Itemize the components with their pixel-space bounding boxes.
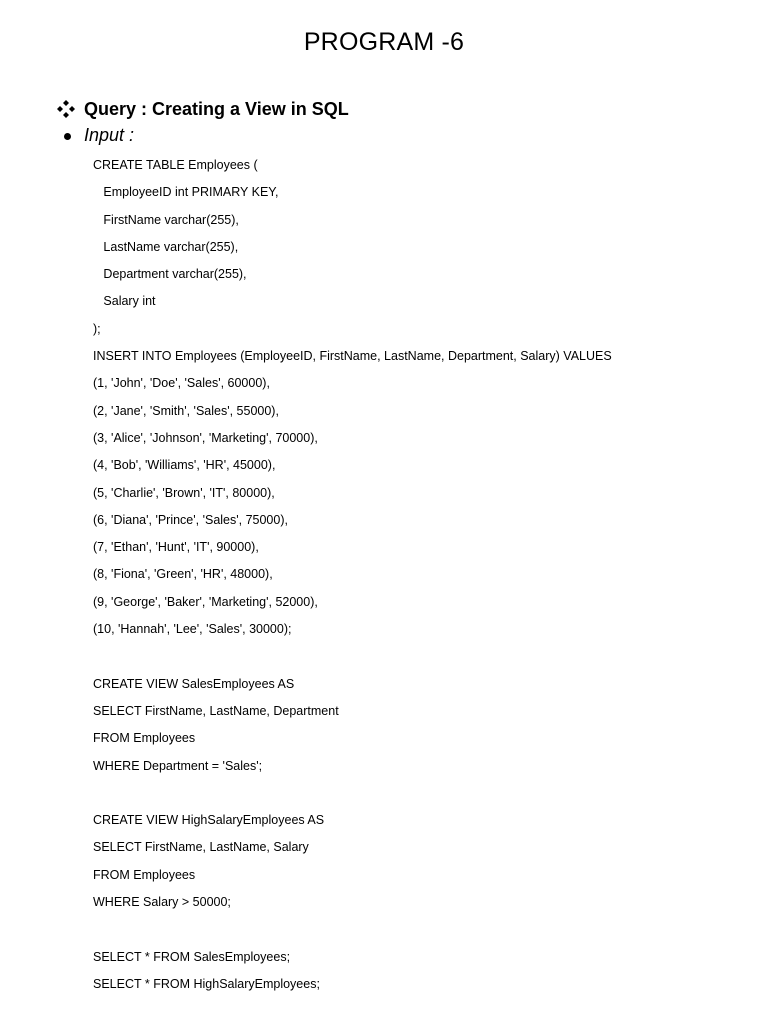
query-heading: Query : Creating a View in SQL — [84, 99, 349, 119]
code-line: FROM Employees — [93, 731, 196, 746]
code-line — [93, 643, 753, 670]
code-line: FirstName varchar(255), — [93, 212, 239, 227]
code-line: (7, 'Ethan', 'Hunt', 'IT', 90000), — [93, 540, 259, 555]
code-line: (9, 'George', 'Baker', 'Marketing', 52000), — [93, 594, 318, 609]
sql-code-block — [93, 152, 753, 998]
code-line: CREATE VIEW SalesEmployees AS — [93, 676, 295, 691]
code-line: WHERE Department = 'Sales'; — [93, 758, 263, 773]
code-line: (4, 'Bob', 'Williams', 'HR', 45000), — [93, 458, 276, 473]
code-line: EmployeeID int PRIMARY KEY, — [93, 185, 279, 200]
code-line: FROM Employees — [93, 867, 196, 882]
code-line: (8, 'Fiona', 'Green', 'HR', 48000), — [93, 567, 273, 582]
code-line: WHERE Salary > 50000; — [93, 895, 231, 910]
code-line: CREATE TABLE Employees ( — [93, 158, 258, 172]
code-line: (1, 'John', 'Doe', 'Sales', 60000), — [93, 376, 270, 391]
code-line — [93, 916, 753, 943]
code-line: SELECT FirstName, LastName, Department — [93, 703, 339, 718]
code-line: SELECT * FROM HighSalaryEmployees; — [93, 976, 320, 991]
code-line — [93, 780, 753, 807]
code-line: SELECT FirstName, LastName, Salary — [93, 840, 309, 855]
input-label-row — [64, 122, 134, 148]
code-line: (6, 'Diana', 'Prince', 'Sales', 75000), — [93, 512, 288, 527]
page-title: PROGRAM -6 — [303, 28, 465, 56]
dot-bullet-icon — [64, 133, 71, 140]
code-line: (3, 'Alice', 'Johnson', 'Marketing', 70000), — [93, 430, 318, 445]
code-line: LastName varchar(255), — [93, 239, 239, 254]
code-line: (10, 'Hannah', 'Lee', 'Sales', 30000); — [93, 622, 292, 637]
query-heading-row — [56, 96, 349, 122]
code-line: (5, 'Charlie', 'Brown', 'IT', 80000), — [93, 485, 275, 500]
code-line: INSERT INTO Employees (EmployeeID, FirstName, LastName, Department, Salary) VALUES — [93, 349, 612, 364]
code-line: SELECT * FROM SalesEmployees; — [93, 949, 291, 964]
diamond-bullet-icon — [56, 99, 76, 119]
code-line: ); — [93, 321, 101, 336]
input-label: Input : — [84, 125, 135, 145]
code-line: Department varchar(255), — [93, 267, 247, 282]
code-line: (2, 'Jane', 'Smith', 'Sales', 55000), — [93, 403, 279, 418]
code-line: CREATE VIEW HighSalaryEmployees AS — [93, 813, 325, 828]
code-line: Salary int — [93, 294, 156, 309]
